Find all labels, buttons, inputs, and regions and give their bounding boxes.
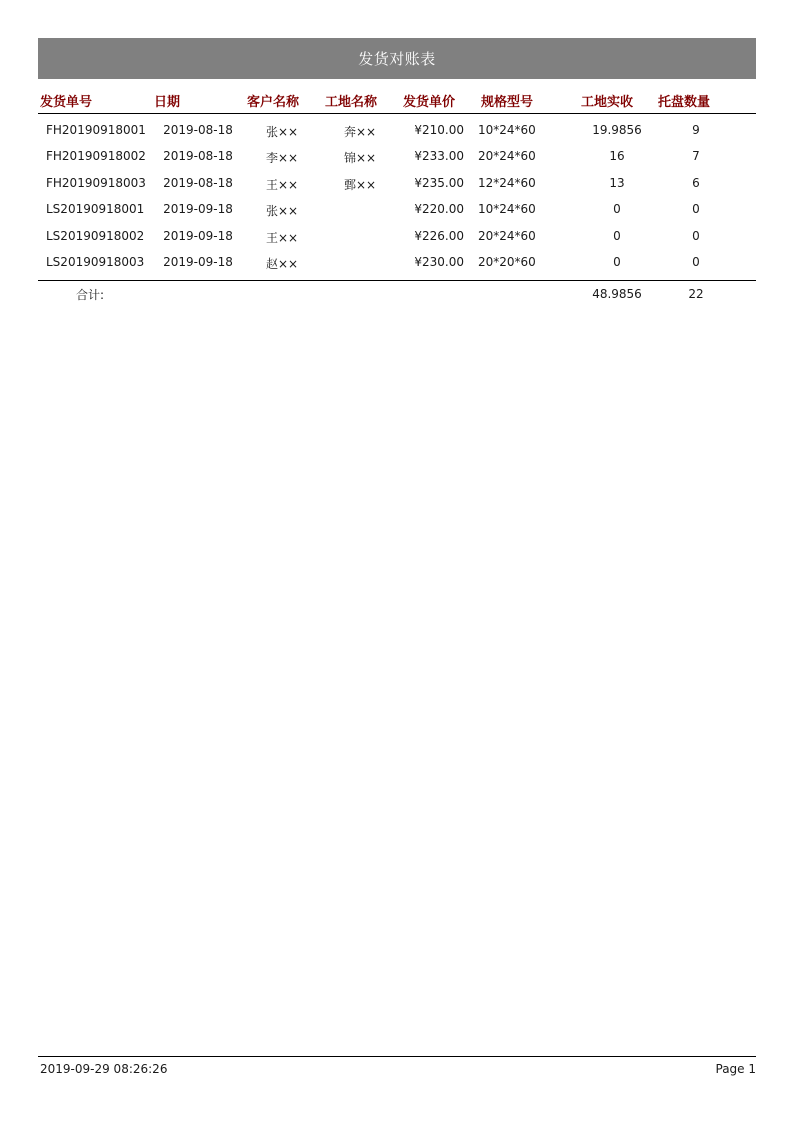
totals-row [38,280,756,305]
cell-customer: 李×× [265,151,299,165]
cell-customer: 张×× [265,125,299,139]
cell-customer: 张×× [265,204,299,218]
table-row [38,196,756,222]
cell-pallet-qty: 0 [692,255,700,269]
report-title: 发货对账表 [38,38,756,79]
cell-pallet-qty: 9 [692,123,700,137]
cell-order-no: LS20190918003 [46,255,145,269]
cell-site: 奔×× [343,125,377,139]
header-site-received: 工地实收 [581,95,634,110]
total-site-received: 48.9856 [592,287,642,301]
cell-site-received: 0 [613,229,621,243]
cell-unit-price: ¥235.00 [414,176,464,190]
cell-date: 2019-08-18 [163,176,233,190]
cell-unit-price: ¥230.00 [414,255,464,269]
cell-spec: 12*24*60 [478,176,536,190]
cell-order-no: FH20190918002 [46,149,146,163]
cell-site-received: 19.9856 [592,123,642,137]
table-row [38,170,756,196]
cell-order-no: LS20190918002 [46,229,145,243]
cell-order-no: FH20190918001 [46,123,146,137]
cell-spec: 20*24*60 [478,229,536,243]
cell-date: 2019-08-18 [163,149,233,163]
table-header [38,89,756,114]
cell-order-no: LS20190918001 [46,202,145,216]
cell-spec: 20*20*60 [478,255,536,269]
cell-date: 2019-09-18 [163,255,233,269]
total-pallet-qty: 22 [688,287,704,301]
cell-pallet-qty: 6 [692,176,700,190]
cell-site: 锦×× [343,151,377,165]
cell-spec: 20*24*60 [478,149,536,163]
cell-date: 2019-08-18 [163,123,233,137]
cell-date: 2019-09-18 [163,229,233,243]
cell-site: 鄄×× [343,178,377,192]
cell-unit-price: ¥233.00 [414,149,464,163]
table-row [38,223,756,249]
cell-date: 2019-09-18 [163,202,233,216]
header-spec: 规格型号 [481,95,534,110]
cell-site-received: 0 [613,202,621,216]
table-row [38,249,756,275]
header-order-no: 发货单号 [40,95,93,110]
cell-site-received: 0 [613,255,621,269]
table-row [38,143,756,169]
table-row [38,117,756,143]
cell-spec: 10*24*60 [478,202,536,216]
cell-customer: 赵×× [265,257,299,271]
cell-site-received: 13 [609,176,625,190]
cell-order-no: FH20190918003 [46,176,146,190]
cell-customer: 王×× [265,231,299,245]
print-timestamp: 2019-09-29 08:26:26 [40,1062,168,1076]
totals-label: 合计: [76,288,105,302]
footer-divider [38,1056,756,1057]
cell-unit-price: ¥220.00 [414,202,464,216]
page-number: Page 1 [715,1062,756,1076]
header-customer: 客户名称 [247,95,300,110]
cell-pallet-qty: 7 [692,149,700,163]
header-pallet-qty: 托盘数量 [658,95,711,110]
cell-unit-price: ¥210.00 [414,123,464,137]
header-date: 日期 [154,95,181,110]
cell-pallet-qty: 0 [692,229,700,243]
cell-site-received: 16 [609,149,625,163]
header-unit-price: 发货单价 [403,95,456,110]
cell-pallet-qty: 0 [692,202,700,216]
cell-customer: 王×× [265,178,299,192]
header-site: 工地名称 [325,95,378,110]
cell-spec: 10*24*60 [478,123,536,137]
cell-unit-price: ¥226.00 [414,229,464,243]
